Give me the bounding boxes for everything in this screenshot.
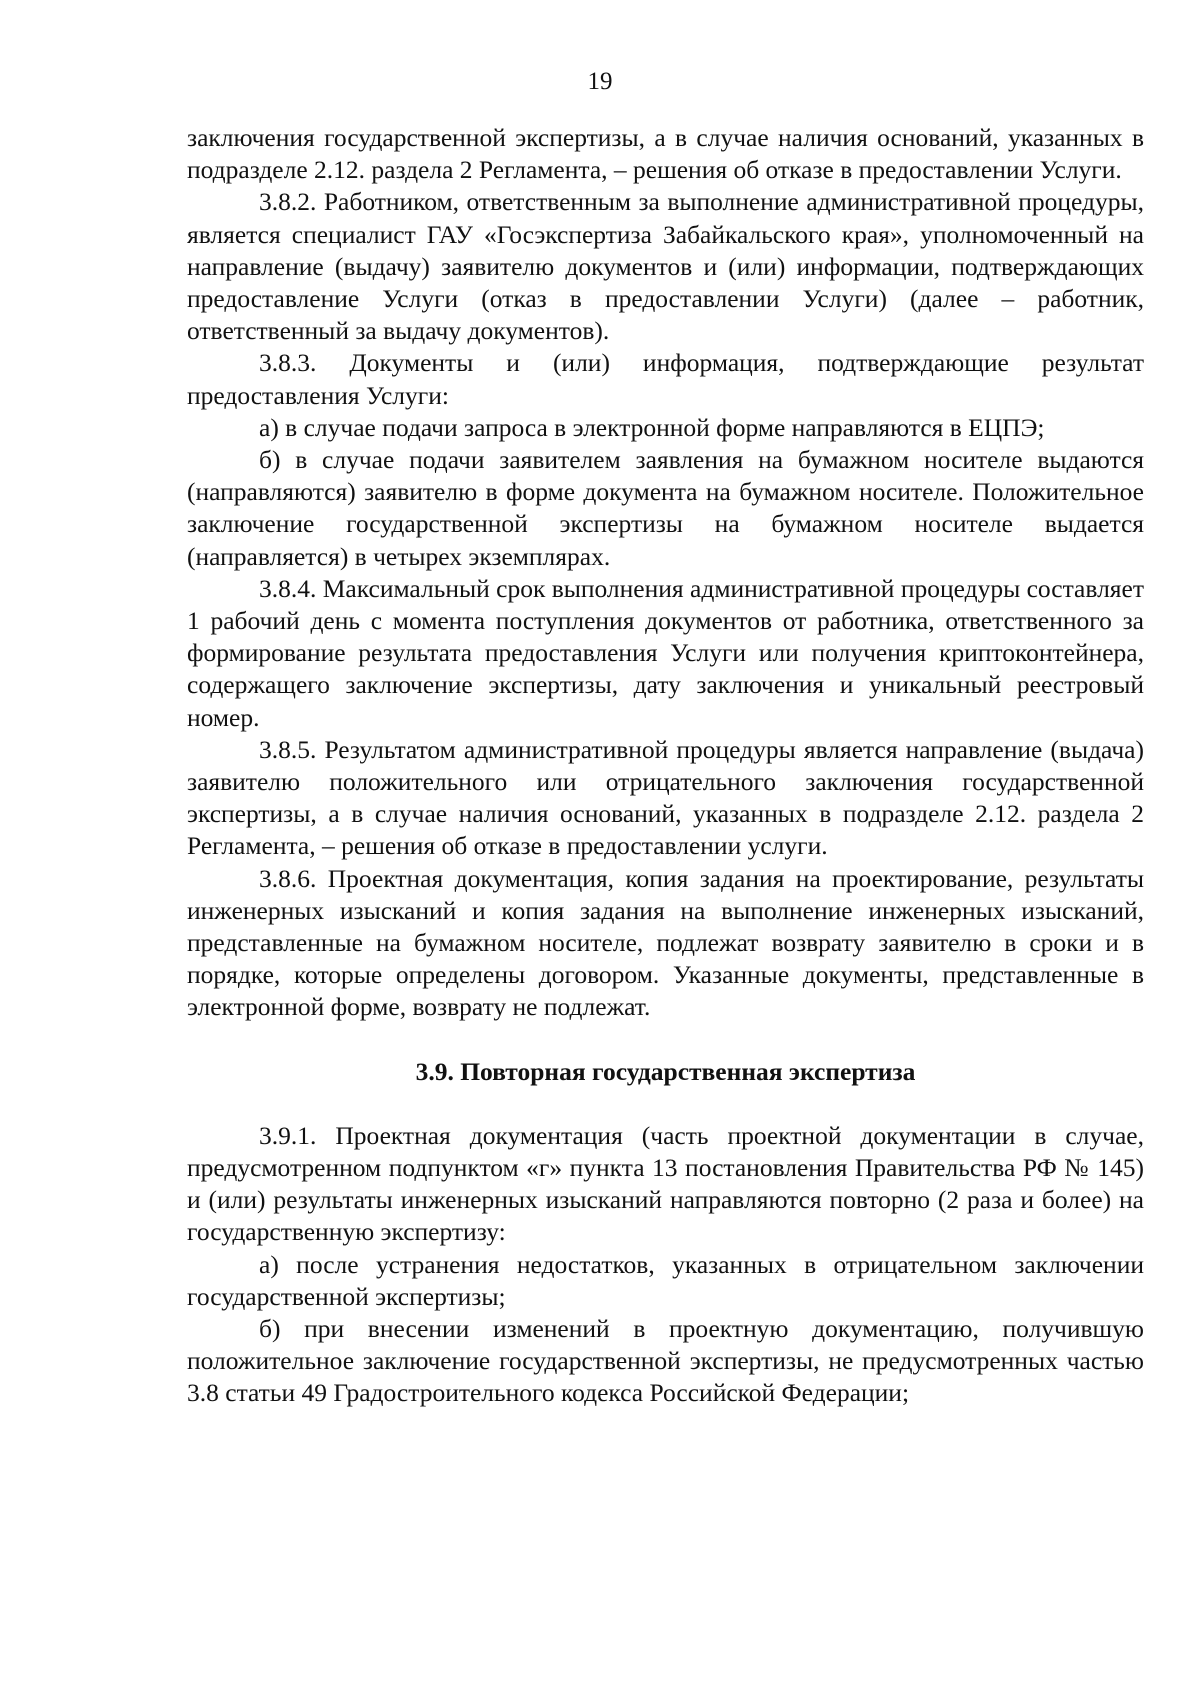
paragraph: 3.8.6. Проектная документация, копия задания на проектирование, результаты инженерных изысканий и копия задания на выполнение инженерных изысканий, представленные на бумажном носителе, подлежат возврату заявителю в сроки и в порядке, которые определены договором. Указанные документы, представленные в электронной форме, возврату не подлежат. [187, 863, 1144, 1022]
paragraph: б) в случае подачи заявителем заявления на бумажном носителе выдаются (направляются) заявителю в форме документа на бумажном носителе. Положительное заключение государственной экспертизы на бумажном носителе выдается (направляется) в четырех экземплярах. [187, 445, 1144, 571]
section-heading: 3.9. Повторная государственная экспертиза [415, 1056, 916, 1086]
paragraph: б) при внесении изменений в проектную документацию, получившую положительное заключение государственной экспертизы, не предусмотренных частью 3.8 статьи 49 Градостроительного кодекса Российской Федерации; [187, 1313, 1144, 1408]
paragraph: а) после устранения недостатков, указанных в отрицательном заключении государственной экспертизы; [187, 1249, 1144, 1311]
paragraph: заключения государственной экспертизы, а в случае наличия оснований, указанных в подразделе 2.12. раздела 2 Регламента, – решения об отказе в предоставлении Услуги. [187, 123, 1144, 185]
paragraph: а) в случае подачи запроса в электронной форме направляются в ЕЦПЭ; [259, 412, 1045, 442]
paragraph: 3.8.5. Результатом административной процедуры является направление (выдача) заявителю положительного или отрицательного заключения государственной экспертизы, а в случае наличия оснований, указанных в подразделе 2.12. раздела 2 Регламента, – решения об отказе в предоставлении услуги. [187, 734, 1144, 861]
paragraph: 3.8.2. Работником, ответственным за выполнение административной процедуры, является специалист ГАУ «Госэкспертиза Забайкальского края», уполномоченный на направление (выдачу) заявителю документов и (или) информации, подтверждающих предоставление Услуги (отказ в предоставлении Услуги) (далее – работник, ответственный за выдачу документов). [187, 187, 1144, 346]
page-number: 19 [587, 68, 613, 95]
paragraph: 3.8.3. Документы и (или) информация, подтверждающие результат предоставления Услуги: [187, 348, 1144, 410]
paragraph: 3.9.1. Проектная документация (часть проектной документации в случае, предусмотренном подпунктом «г» пункта 13 постановления Правительства РФ № 145) и (или) результаты инженерных изысканий направляются повторно (2 раза и более) на государственную экспертизу: [187, 1120, 1144, 1247]
paragraph: 3.8.4. Максимальный срок выполнения административной процедуры составляет 1 рабочий день с момента поступления документов от работника, ответственного за формирование результата предоставления Услуги или получения криптоконтейнера, содержащего заключение экспертизы, дату заключения и уникальный реестровый номер. [187, 573, 1144, 732]
document-body [187, 122, 1144, 1410]
